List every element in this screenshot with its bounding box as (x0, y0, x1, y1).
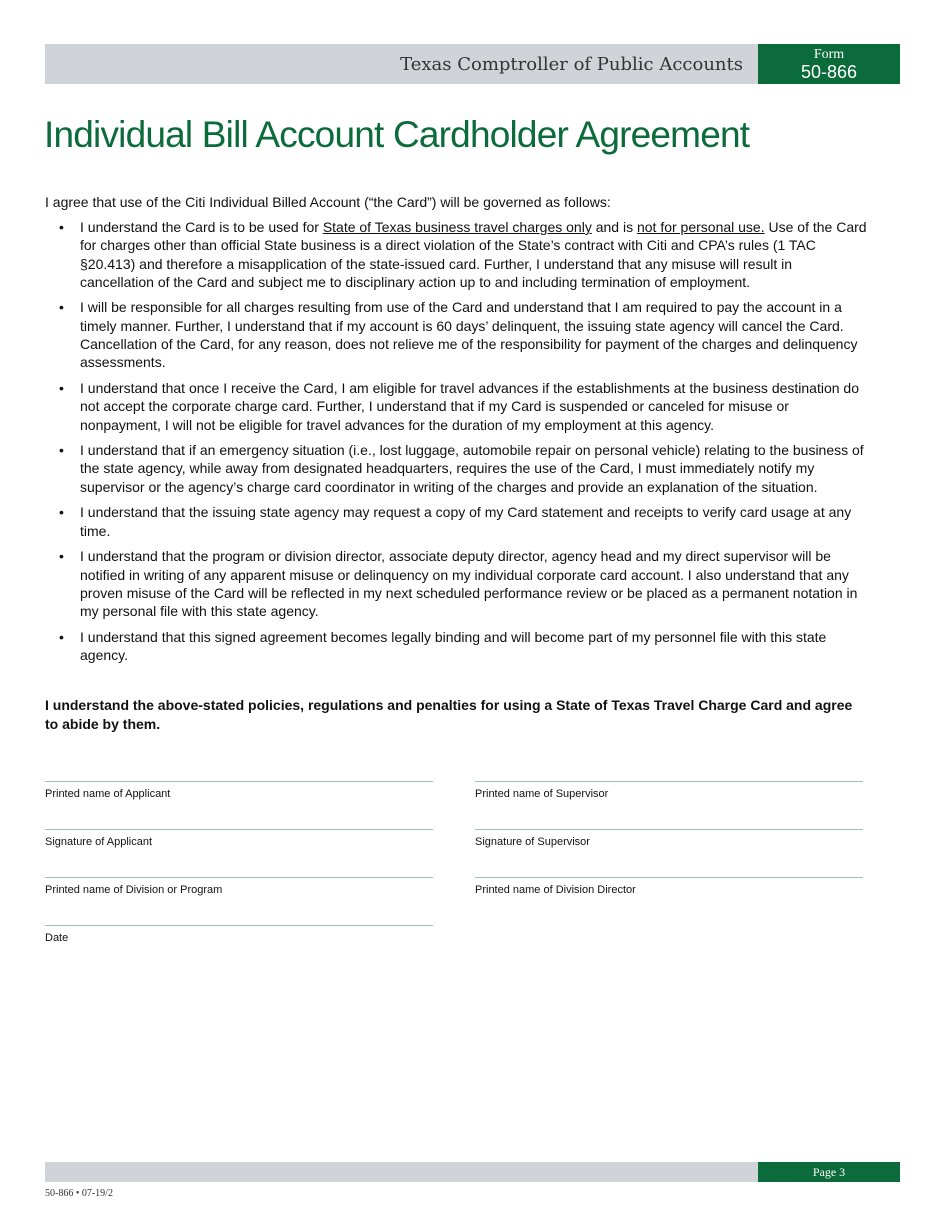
form-revision-code: 50-866 • 07-19/2 (45, 1188, 113, 1199)
division-program-name-field[interactable] (45, 877, 433, 896)
agreement-text: I understand that the issuing state agency may request a copy of my Card statement and receipts to verify card usage at any time. (80, 504, 852, 539)
footer-bar (45, 1162, 900, 1182)
agreement-text: I will be responsible for all charges resulting from use of the Card and understand that I am required to pay the account in a timely manner. Further, I understand that if my account is 60 days’ delinquent, the issuing state agency will cancel the Card. Cancellation of the Card, for any reason, does not relieve me of the responsibility for payment of the charges and delinquency assessments. (80, 299, 858, 371)
agreement-text: I understand that once I receive the Card, I am eligible for travel advances if the establishments at the business destination do not accept the corporate charge card. Further, I understand that if my Card is suspended or canceled for misuse or nonpayment, I will not be eligible for travel advances for the duration of my employment at this agency. (80, 379, 860, 433)
supervisor-signature-field[interactable] (475, 829, 863, 848)
supervisor-signature-label: Signature of Supervisor (475, 836, 590, 848)
bullet-icon: • (59, 442, 64, 459)
agreement-item-3 (45, 379, 867, 434)
agreement-text: and is (591, 219, 637, 235)
bullet-icon: • (59, 219, 64, 235)
agency-name: Texas Comptroller of Public Accounts (400, 54, 743, 75)
form-number: 50-866 (800, 62, 858, 82)
agreement-text: I understand that the program or division director, associate deputy director, agency head and my direct supervisor will be notified in writing of any apparent misuse or delinquency on my individual corporate card account. I also understand that any proven misuse of the Card will be reflected in my next scheduled performance review or be placed as a permanent notation in my personal file with this state agency. (80, 548, 858, 620)
underlined-text: not for personal use. (636, 219, 765, 235)
agreement-item-4 (45, 441, 867, 496)
bullet-icon: • (59, 299, 64, 316)
acknowledgement-statement: I understand the above-stated policies, regulations and penalties for using a State of Texas Travel Charge Card and agree to abide by them. (45, 697, 853, 732)
supervisor-name-label: Printed name of Supervisor (475, 788, 609, 800)
form-number-badge (758, 44, 900, 84)
header-bar (45, 44, 900, 84)
applicant-name-label: Printed name of Applicant (45, 788, 171, 800)
agreement-item-1 (45, 218, 867, 291)
agreement-item-6 (45, 547, 867, 620)
agreement-list (45, 218, 867, 672)
page-number: Page 3 (758, 1162, 900, 1182)
bullet-icon: • (59, 548, 64, 565)
bullet-icon: • (59, 379, 64, 396)
applicant-name-field[interactable] (45, 781, 433, 800)
underlined-text: State of Texas business travel charges only (322, 219, 592, 235)
form-label: Form (813, 47, 845, 62)
agreement-text: I understand that this signed agreement becomes legally binding and will become part of my personnel file with this state agency. (80, 628, 827, 664)
agreement-text: Use of the Card for charges other than official State business is a direct violation of the State’s contract with Citi and CPA’s rules (1 TAC §20.413) and therefore a misapplication of the state-issued card. Further, I understand that any misuse will result in cancellation of the Card and subject me to disciplinary action up to and including termination of employment. (80, 219, 867, 290)
agreement-text: I understand that if an emergency situation (i.e., lost luggage, automobile repair on personal vehicle) relating to the business of the state agency, while away from designated headquarters, requires the use of the Card, I must immediately notify my supervisor or the agency’s charge card coordinator in writing of the charges and provide an explanation of the situation. (80, 442, 864, 495)
division-director-name-label: Printed name of Division Director (475, 884, 636, 896)
date-field[interactable] (45, 925, 433, 944)
agreement-item-2 (45, 298, 867, 371)
page-title: Individual Bill Account Cardholder Agreement (44, 114, 750, 155)
bullet-icon: • (59, 504, 64, 521)
agreement-text: I understand the Card is to be used for (80, 219, 323, 235)
date-label: Date (45, 932, 69, 944)
division-program-name-label: Printed name of Division or Program (45, 884, 223, 896)
applicant-signature-field[interactable] (45, 829, 433, 848)
applicant-signature-label: Signature of Applicant (45, 836, 153, 848)
supervisor-name-field[interactable] (475, 781, 863, 800)
division-director-name-field[interactable] (475, 877, 863, 896)
intro-text: I agree that use of the Citi Individual Billed Account (“the Card”) will be governed as follows: (45, 194, 611, 210)
agreement-item-5 (45, 503, 867, 540)
agreement-item-7 (45, 628, 867, 665)
bullet-icon: • (59, 628, 64, 645)
